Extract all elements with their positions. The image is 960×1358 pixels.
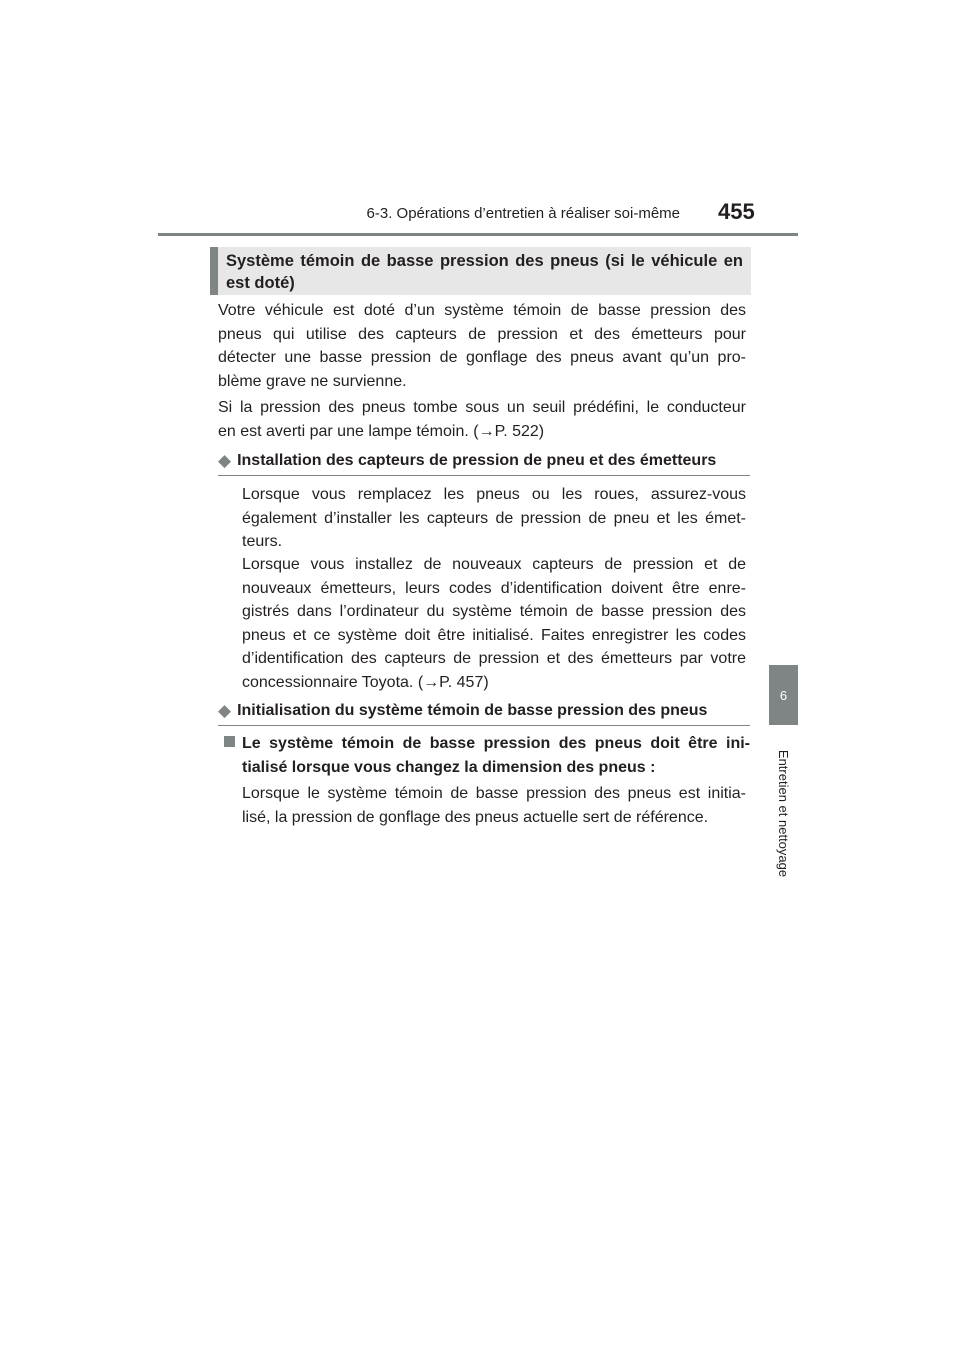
init-sub-heading-text-1: Le système témoin de basse pression des pneus doit être ini-	[242, 735, 750, 752]
install-line: pneus et ce système doit être initialisé. Faites enregistrer les codes	[242, 626, 746, 644]
install-line: Lorsque vous installez de nouveaux capteurs de pression et de	[242, 556, 746, 573]
chapter-side-label	[769, 738, 798, 888]
install-paragraph-2	[242, 553, 746, 694]
install-line: gistrés dans l’ordinateur du système témoin de basse pression des	[242, 603, 746, 620]
intro-line: détecter une basse pression de gonflage des pneus avant qu’un pro-	[218, 349, 746, 366]
install-line: également d’installer les capteurs de pression de pneu et les émet-	[242, 509, 746, 527]
chapter-number: 6	[779, 687, 788, 703]
install-paragraph-1	[242, 483, 746, 554]
intro-line: pneus qui utilise des capteurs de pression et des émetteurs pour	[218, 325, 746, 343]
square-bullet-icon	[224, 736, 235, 747]
chapter-section-header: 6-3. Opérations d’entretien à réaliser soi-même	[366, 205, 680, 222]
intro-paragraph	[218, 299, 746, 393]
init-sub-heading-line-2: tialisé lorsque vous changez la dimension des pneus :	[242, 758, 656, 776]
section-title-box	[210, 247, 751, 295]
init-line: Lorsque le système témoin de basse pression des pneus est initia-	[242, 785, 746, 802]
install-line: concessionnaire Toyota. (→P. 457)	[242, 673, 489, 691]
header-divider	[158, 233, 798, 236]
install-heading-text: Installation des capteurs de pression de pneu et des émetteurs	[237, 452, 717, 469]
install-line: teurs.	[242, 533, 283, 550]
install-line: nouveaux émetteurs, leurs codes d’identification doivent être enre-	[242, 579, 746, 597]
install-line: Lorsque vous remplacez les pneus ou les roues, assurez-vous	[242, 486, 746, 503]
init-heading	[218, 700, 750, 726]
diamond-bullet-icon: ◆	[218, 701, 232, 720]
intro-line: blème grave ne survienne.	[218, 372, 407, 390]
chapter-tab	[769, 665, 798, 725]
init-paragraph	[242, 782, 746, 829]
init-sub-heading	[224, 732, 750, 779]
init-heading-text: Initialisation du système témoin de basse pression des pneus	[237, 702, 708, 719]
install-heading	[218, 450, 750, 476]
section-title-line-2: est doté)	[226, 274, 295, 292]
intro-line: Votre véhicule est doté d’un système témoin de basse pression des	[218, 302, 746, 319]
warning-line: Si la pression des pneus tombe sous un seuil prédéfini, le conducteur	[218, 399, 746, 416]
init-sub-heading-line-1	[224, 732, 750, 756]
section-title-line-1: Système témoin de basse pression des pneus (si le véhicule en	[226, 252, 743, 270]
install-line: d’identification des capteurs de pression et des émetteurs par votre	[242, 650, 746, 667]
init-line: lisé, la pression de gonflage des pneus actuelle sert de référence.	[242, 808, 709, 826]
chapter-title: Entretien et nettoyage	[776, 749, 792, 877]
diamond-bullet-icon: ◆	[218, 451, 232, 470]
page-number: 455	[718, 199, 755, 224]
warning-paragraph	[218, 396, 746, 443]
warning-line: en est averti par une lampe témoin. (→P. 522)	[218, 422, 545, 440]
